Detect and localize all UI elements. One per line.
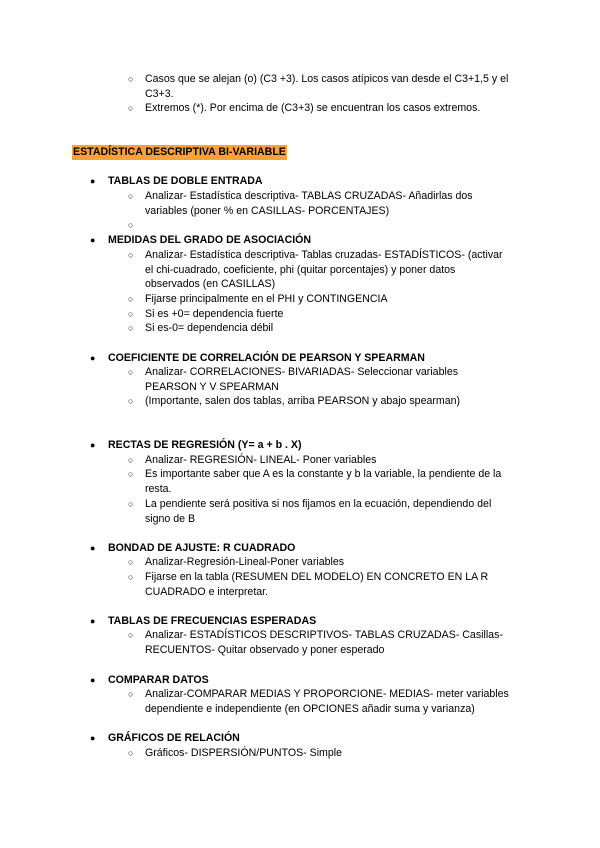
list-item-text: Analizar-COMPARAR MEDIAS Y PROPORCIONE- MEDIAS- meter variables dependiente e independiente (en OPCIONES añadir suma y varianza) (145, 688, 509, 715)
list-item-text: La pendiente será positiva si nos fijamos en la ecuación, dependiendo del signo de B (145, 498, 492, 525)
filled-circle-bullet-icon: ● (90, 543, 96, 553)
filled-circle-bullet-icon: ● (90, 616, 96, 626)
heading-text: GRÁFICOS DE RELACIÓN (108, 732, 240, 744)
filled-circle-bullet-icon: ● (90, 733, 96, 743)
section-title: ESTADÍSTICA DESCRIPTIVA BI-VARIABLE (73, 146, 286, 158)
list-item-text: Analizar-Regresión-Lineal-Poner variables (145, 556, 345, 568)
hollow-circle-bullet-icon: ○ (128, 323, 134, 333)
list-item-text: Analizar- Estadística descriptiva- TABLAS CRUZADAS- Añadirlas dos variables (poner % en CASILLAS- PORCENTAJES) (145, 190, 473, 217)
list-item-text: Si es +0= dependencia fuerte (145, 308, 284, 320)
hollow-circle-bullet-icon: ○ (128, 557, 134, 567)
hollow-circle-bullet-icon: ○ (128, 689, 134, 699)
heading-text: TABLAS DE FRECUENCIAS ESPERADAS (108, 615, 317, 627)
list-item-text: Analizar- CORRELACIONES- BIVARIADAS- Seleccionar variables PEARSON Y V SPEARMAN (145, 366, 459, 393)
filled-circle-bullet-icon: ● (90, 353, 96, 363)
filled-circle-bullet-icon: ● (90, 235, 96, 245)
list-item-text: (Importante, salen dos tablas, arriba PEARSON y abajo spearman) (145, 395, 461, 407)
list-item-text: Si es-0= dependencia débil (145, 322, 274, 334)
heading-text: COMPARAR DATOS (108, 674, 209, 686)
hollow-circle-bullet-icon: ○ (128, 367, 134, 377)
filled-circle-bullet-icon: ● (90, 176, 96, 186)
hollow-circle-bullet-icon: ○ (128, 74, 134, 84)
heading-text: RECTAS DE REGRESIÓN (Y= a + b . X) (108, 439, 302, 451)
list-item-text: Extremos (*). Por encima de (C3+3) se encuentran los casos extremos. (145, 102, 481, 114)
heading-text: BONDAD DE AJUSTE: R CUADRADO (108, 542, 296, 554)
list-item-text: Fijarse en la tabla (RESUMEN DEL MODELO) EN CONCRETO EN LA R CUADRADO e interpretar. (145, 571, 489, 598)
heading-text: MEDIDAS DEL GRADO DE ASOCIACIÓN (108, 234, 312, 246)
list-item-text: Es importante saber que A es la constante y b la variable, la pendiente de la resta. (145, 468, 502, 495)
filled-circle-bullet-icon: ● (90, 440, 96, 450)
list-item-text: Analizar- ESTADÍSTICOS DESCRIPTIVOS- TABLAS CRUZADAS- Casillas- RECUENTOS- Quitar observado y poner esperado (145, 629, 503, 656)
heading-text: TABLAS DE DOBLE ENTRADA (108, 175, 263, 187)
heading-text: COEFICIENTE DE CORRELACIÓN DE PEARSON Y SPEARMAN (108, 352, 425, 364)
hollow-circle-bullet-icon: ○ (128, 499, 134, 509)
hollow-circle-bullet-icon: ○ (128, 309, 134, 319)
hollow-circle-bullet-icon: ○ (128, 748, 134, 758)
hollow-circle-bullet-icon: ○ (128, 572, 134, 582)
hollow-circle-bullet-icon: ○ (128, 220, 134, 230)
list-item-text: Casos que se alejan (o) (C3 +3). Los casos atípicos van desde el C3+1,5 y el C3+3. (145, 73, 509, 100)
hollow-circle-bullet-icon: ○ (128, 396, 134, 406)
hollow-circle-bullet-icon: ○ (128, 103, 134, 113)
hollow-circle-bullet-icon: ○ (128, 630, 134, 640)
hollow-circle-bullet-icon: ○ (128, 250, 134, 260)
hollow-circle-bullet-icon: ○ (128, 455, 134, 465)
hollow-circle-bullet-icon: ○ (128, 191, 134, 201)
filled-circle-bullet-icon: ● (90, 675, 96, 685)
hollow-circle-bullet-icon: ○ (128, 469, 134, 479)
list-item-text: Gráficos- DISPERSIÓN/PUNTOS- Simple (145, 747, 343, 759)
list-item-text: Fijarse principalmente en el PHI y CONTINGENCIA (145, 293, 388, 305)
list-item-text: Analizar- Estadística descriptiva- Tablas cruzadas- ESTADÍSTICOS- (activar el chi-cuadrado, coeficiente, phi (quitar porcentajes) y poner datos observados (en CASILLAS) (145, 249, 503, 290)
hollow-circle-bullet-icon: ○ (128, 294, 134, 304)
list-item-text: Analizar- REGRESIÓN- LINEAL- Poner variables (145, 454, 377, 466)
